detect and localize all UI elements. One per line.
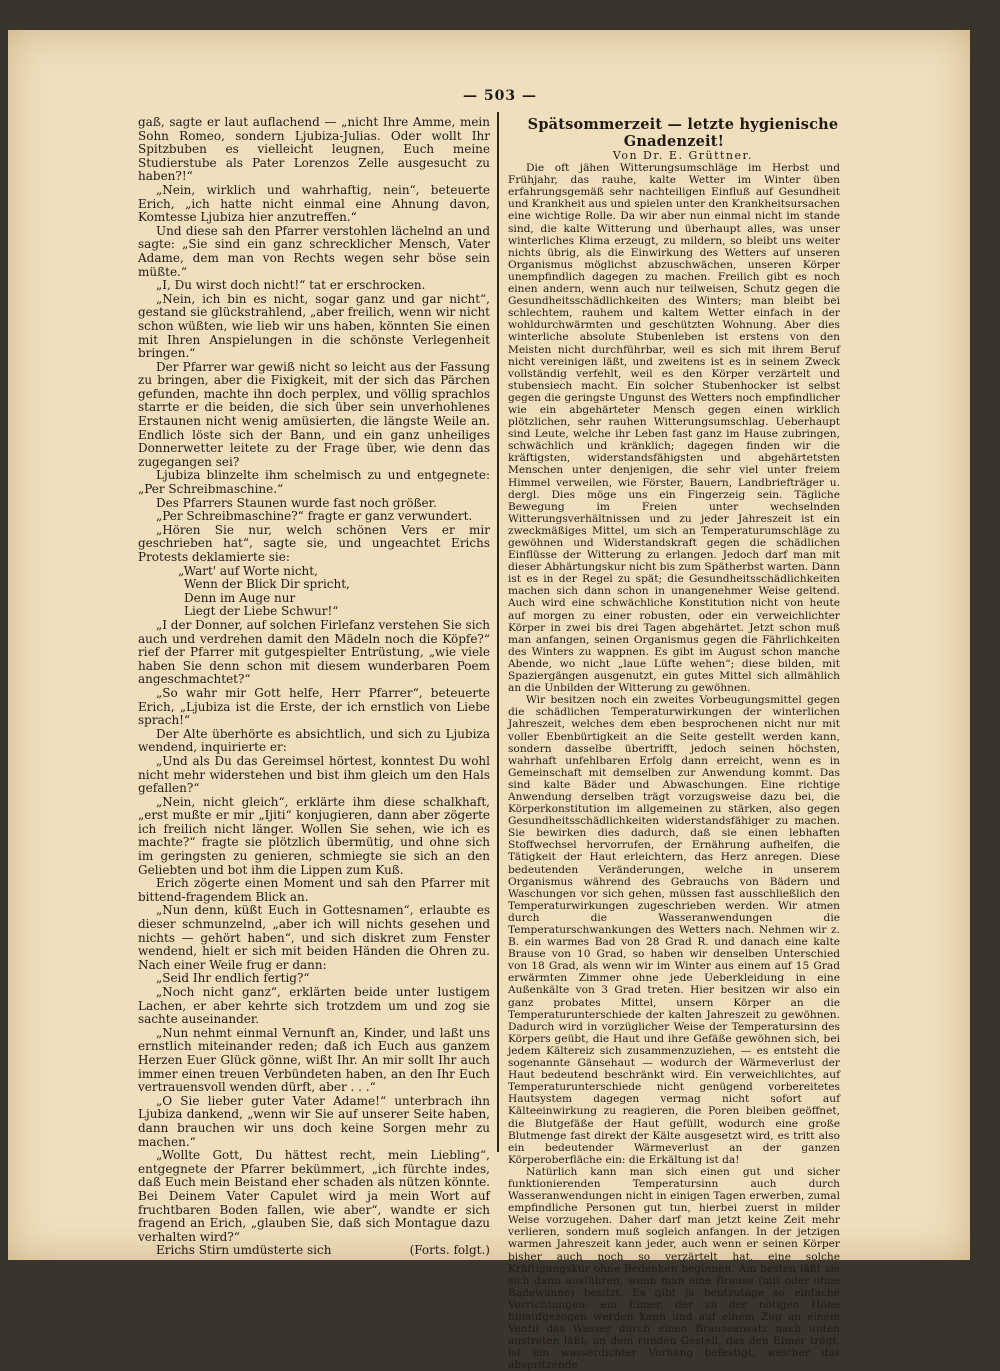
paragraph: gaß, sagte er laut auflachend — „nicht Ihre Amme, mein Sohn Romeo, sondern Ljubiza-Julias. Oder wollt Ihr Spitzbuben es vielleicht leugnen, Euch meine Studierstube als Pater Lorenzos Zelle ausgesucht zu haben?!“ [138,115,490,184]
verse-line: Liegt der Liebe Schwur!“ [184,604,339,619]
paragraph: „I der Donner, auf solchen Firlefanz verstehen Sie sich auch und verdrehen damit den Mädeln noch die Köpfe?“ rief der Pfarrer mit gutgespielter Entrüstung, „wie viele haben Sie denn schon mit diesem wunderbaren Poem angeschmachtet?“ [138,617,490,687]
paragraph: „So wahr mir Gott helfe, Herr Pfarrer“, beteuerte Erich, „Ljubiza ist die Erste, der ich ernstlich von Liebe sprach!“ [138,685,490,728]
paragraph: „Seid Ihr endlich fertig?“ [156,971,310,986]
verse-line: Denn im Auge nur [184,590,296,605]
paragraph: „Nun nehmt einmal Vernunft an, Kinder, und laßt uns ernstlich miteinander reden; daß ich Euch aus ganzem Herzen Euer Glück gönne, wißt Ihr. An mir sollt Ihr auch immer einen treuen Verbündeten haben, an den Ihr Euch vertrauensvoll wenden dürft, aber . . .“ [138,1025,490,1095]
verse-line: Wenn der Blick Dir spricht, [184,577,350,592]
paragraph: „Und als Du das Gereimsel hörtest, konntest Du wohl nicht mehr widerstehen und bist ihm gleich um den Hals gefallen?“ [138,753,490,796]
paragraph: Des Pfarrers Staunen wurde fast noch größer. [156,495,437,510]
page-number: — 503 — [463,88,537,104]
paragraph: „Nein, nicht gleich“, erklärte ihm diese schalkhaft, „erst mußte er mir „Ijiti“ konjugieren, dann aber zögerte ich freilich nicht länger. Wollen Sie sehen, wie ich es machte?“ fragte sie plötzlich übermütig, und ohne sich im geringsten zu genieren, schmiegte sie sich an den Geliebten und bot ihm die Lippen zum Kuß. [138,794,490,877]
article-author: Von Dr. E. Grüttner. [612,149,754,162]
paragraph: Der Pfarrer war gewiß nicht so leicht aus der Fassung zu bringen, aber die Fixigkeit, mit der sich das Pärchen gefunden, machte ihn doch perplex, und völlig sprachlos starrte er die beiden, die sich über sein unverhohlenes Erstaunen nicht wenig amüsierten, die längste Weile an. Endlich löste sich der Bann, und ein ganz unheiliges Donnerwetter leitete zu der Frage über, wie denn das zugegangen sei? [138,359,490,469]
paragraph: „Nein, ich bin es nicht, sogar ganz und gar nicht“, gestand sie glückstrahlend, „aber freilich, wenn wir nicht schon wüßten, wie lieb wir uns haben, könnten Sie einen mit Ihren Anspielungen in die schönste Verlegenheit bringen.“ [138,291,490,361]
right-column-article [508,116,840,1371]
paragraph: „Hören Sie nur, welch schönen Vers er mir geschrieben hat“, sagte sie, und ungeachtet Erichs Protests deklamierte sie: [138,522,490,564]
poem-verse [178,565,490,619]
paragraph: „Per Schreibmaschine?“ fragte er ganz verwundert. [156,509,473,524]
closing-line [138,1244,490,1258]
paragraph: Ljubiza blinzelte ihm schelmisch zu und entgegnete: „Per Schreibmaschine.“ [138,468,490,497]
continuation-note: (Forts. folgt.) [409,1243,490,1258]
paragraph: „Nein, wirklich und wahrhaftig, nein“, beteuerte Erich, „ich hatte nicht einmal eine Ahnung davon, Komtesse Ljubiza hier anzutreffen.“ [138,182,490,225]
paragraph: „Nun denn, küßt Euch in Gottesnamen“, erlaubte es dieser schmunzelnd, „aber ich will nichts gesehen und nichts — gehört haben“, und sich diskret zum Fenster wendend, hielt er sich mit beiden Händen die Ohren zu. Nach einer Weile frug er dann: [138,903,490,972]
paragraph: Natürlich kann man sich einen gut und sicher funktionierenden Temperatursinn auch durch Wasseranwendungen nicht in einigen Tagen erwerben, zumal empfindliche Personen gut tun, hierbei zuerst in milder Weise vorzugehen. Daher darf man jetzt keine Zeit mehr verlieren, sondern muß sogleich anfangen. In der jetzigen warmen Jahreszeit kann jeder, auch wenn er seinen Körper bisher auch noch so verzärtelt hat, eine solche Kräftigungskur ohne Bedenken beginnen. Am besten läßt sie sich dann ausführen, wenn man eine Brause (mit oder ohne Badewanne) besitzt. Es gibt ja heutzutage so einfache Vorrichtungen: ein Eimer, der zu der nötigen Höhe hinaufgezogen werden kann und auf einem Zug an einem Ventil das Wasser durch einen Brauseansatz nach unten austreten läßt; an dem runden Gestell, das den Eimer trägt, ist ein wasserdichter Vorhang befestigt, welcher das abspritzende [508,1165,840,1371]
paragraph: „Wollte Gott, Du hättest recht, mein Liebling“, entgegnete der Pfarrer bekümmert, „ich fürchte indes, daß Euch mein Beistand eher schaden als nützen könnte. Bei Deinem Vater Capulet wird ja mein Wort auf fruchtbaren Boden fallen, wie aber“, wandte er sich fragend an Erich, „glauben Sie, daß sich Montague dazu verhalten wird?“ [138,1148,490,1244]
paragraph: Und diese sah den Pfarrer verstohlen lächelnd an und sagte: „Sie sind ein ganz schrecklicher Mensch, Vater Adame, dem man von Rechts wegen sehr böse sein müßte.“ [138,223,490,279]
paragraph: „I, Du wirst doch nicht!“ tat er erschrocken. [156,278,426,293]
paragraph: „O Sie lieber guter Vater Adame!“ unterbrach ihn Ljubiza dankend, „wenn wir Sie auf unserer Seite haben, dann brauchen wir uns doch keine Sorgen mehr zu machen.“ [138,1093,490,1149]
paragraph: „Noch nicht ganz“, erklärten beide unter lustigem Lachen, er aber kehrte sich trotzdem um und zog sie sachte auseinander. [138,985,490,1027]
paragraph: Wir besitzen noch ein zweites Vorbeugungsmittel gegen die schädlichen Temperaturwirkungen der winterlichen Jahreszeit, welches dem eben besprochenen nicht nur mit voller Ebenbürtigkeit an die Seite gestellt werden kann, sondern dasselbe übertrifft, jedoch seinen höchsten, wahrhaft unfehlbaren Erfolg dann erreicht, wenn es in Gemeinschaft mit demselben zur Anwendung kommt. Das sind kalte Bäder und Abwaschungen. Eine richtige Anwendung derselben trägt vorzugsweise dazu bei, die Körperkonstitution im allgemeinen zu stärken, also gegen Gesundheitsschädlichkeiten widerstandsfähiger zu machen. Sie bewirken dies dadurch, daß sie einen lebhaften Stoffwechsel hervorrufen, der Ernährung aufhelfen, die Tätigkeit der Haut erleichtern, das Herz anregen. Diese bedeutenden Veränderungen, welche in unserem Organismus während des Gebrauchs von Bädern und Waschungen vor sich gehen, müssen fast ausschließlich den Temperaturwirkungen zugeschrieben werden. Wir atmen durch die Wasseranwendungen die Temperaturschwankungen des Wetters nach. Nehmen wir z. B. ein warmes Bad von 28 Grad R. und danach eine kalte Brause von 10 Grad, so haben wir denselben Unterschied von 18 Grad, als wenn wir im Winter aus einem auf 15 Grad erwärmten Zimmer ohne jede Ueberkleidung in eine Außenkälte von 3 Grad treten. Hier besitzen wir also ein ganz probates Mittel, unsern Körper an die Temperaturunterschiede der kalten Jahreszeit zu gewöhnen. Dadurch wird in vorzüglicher Weise der Temperatursinn des Körpers geübt, die Haut und ihre Gefäße gewöhnen sich, bei jedem Kältereiz sich zusammenzuziehen, — es entsteht die sogenannte Gänsehaut — wodurch der Wärmeverlust der Haut bedeutend beschränkt wird. Ein verweichlichtes, auf Temperaturunterschiede nicht genügend vorbereitetes Hautsystem dagegen vermag nicht sofort auf Kälteeinwirkung zu reagieren, die Poren bleiben geöffnet, die Blutgefäße der Haut gefüllt, wodurch eine große Blutmenge fast direkt der Kälte ausgesetzt wird, es tritt also ein bedeutender Wärmeverlust an der ganzen Körperoberfläche ein: die Erkältung ist da! [508,694,840,1166]
column-divider [497,112,499,1152]
paragraph: Der Alte überhörte es absichtlich, und sich zu Ljubiza wendend, inquirierte er: [138,726,490,755]
paragraph: Erich zögerte einen Moment und sah den Pfarrer mit bittend-fragendem Blick an. [138,876,490,904]
article-title: Spätsommerzeit — letzte hygienische Gnadenzeit! [527,116,839,150]
verse-line: „Wart' auf Worte nicht, [178,563,318,578]
last-sentence: Erichs Stirn umdüsterte sich [156,1243,332,1258]
left-column-serial-story [138,115,490,1258]
paragraph: Die oft jähen Witterungsumschläge im Herbst und Frühjahr, das rauhe, kalte Wetter im Winter üben erfahrungsgemäß sehr nachteiligen Einfluß auf Gesundheit und Krankheit aus und spielen unter den Krankheitsursachen eine wichtige Rolle. Da wir aber nun einmal nicht im stande sind, die kalte Witterung und überhaupt alles, was unser winterliches Klima erzeugt, zu mildern, so bleibt uns weiter nichts übrig, als die Einwirkung des Wetters auf unseren Organismus möglichst abzuschwächen, unseren Körper unempfindlich dagegen zu machen. Freilich gibt es noch einen andern, wenn auch nur teilweisen, Schutz gegen die Gesundheitsschädlichkeiten des Winters; man bleibt bei schlechtem, rauhem und kaltem Wetter einfach in der wohldurchwärmten und geschützten Wohnung. Aber dies winterliche absolute Stubenleben ist erstens von den Meisten nicht durchführbar, weil es sich mit ihrem Beruf nicht vereinigen läßt, und zweitens ist es in seinem Zweck vollständig verfehlt, weil es den Körper verzärtelt und stubensiech macht. Ein solcher Stubenhocker ist selbst gegen die geringste Ungunst des Wetters noch empfindlicher wie ein abgehärteter Mensch gegen einen wirklich plötzlichen, sehr rauhen Witterungsumschlag. Ueberhaupt sind Leute, welche ihr Leben fast ganz im Hause zubringen, schwächlich und kränklich; dagegen finden wir die kräftigsten, widerstandsfähigsten und abgehärtetsten Menschen unter denjenigen, die sehr viel unter freiem Himmel verweilen, wie Förster, Bauern, Landbriefträger u. dergl. Dies möge uns ein Fingerzeig sein. Tägliche Bewegung im Freien unter wechselnden Witterungsverhältnissen und zu jeder Jahreszeit ist ein zweckmäßiges Mittel, um sich an Temperaturumschläge zu gewöhnen und Widerstandskraft gegen die schädlichen Einflüsse der Witterung zu erlangen. Jedoch darf man mit dieser Abhärtungskur nicht bis zum Spätherbst warten. Dann ist es in der Regel zu spät; die Gesundheitsschädlichkeiten machen sich dann schon in unangenehmer Weise geltend. Auch wird eine schwächliche Konstitution nicht von heute auf morgen zu einer robusten, oder ein verweichlichter Körper in zwei bis drei Tagen abgehärtet. Jetzt schon muß man anfangen, seinen Organismus gegen die Fährlichkeiten des Winters zu wappnen. Es gibt im August schon manche Abende, wo nicht „laue Lüfte wehen“; diese bilden, mit Spaziergängen ausgenutzt, ein gutes Mittel sich allmählich an die Unbilden der Witterung zu gewöhnen. [508,162,840,695]
